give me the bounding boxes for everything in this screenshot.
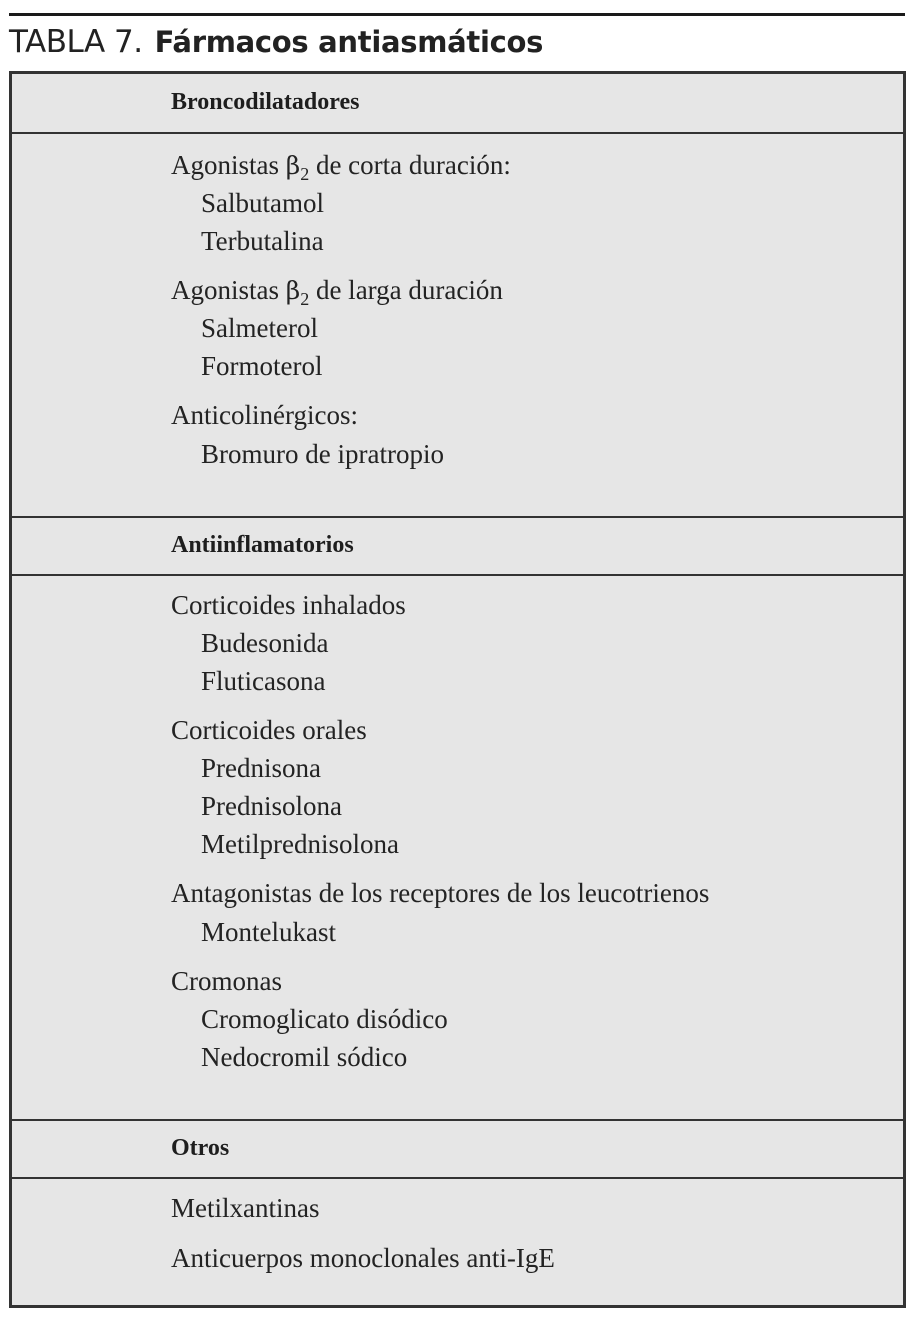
drug-item: Terbutalina (201, 226, 324, 256)
table-number: TABLA 7. (9, 24, 143, 60)
category-label: Metilxantinas (171, 1193, 320, 1223)
section-header-broncodilatadores (12, 74, 903, 134)
drug-item: Fluticasona (201, 666, 326, 696)
drug-item: Cromoglicato disódico (201, 1004, 448, 1034)
drug-item: Nedocromil sódico (201, 1042, 408, 1072)
drug-item: Prednisolona (201, 791, 342, 821)
section-header-otros (12, 1119, 903, 1179)
table-title (9, 16, 543, 68)
drug-item: Formoterol (201, 351, 323, 381)
drug-table (9, 71, 906, 1308)
drug-item: Salmeterol (201, 313, 318, 343)
section-header-label: Otros (171, 1135, 230, 1161)
drug-item: Metilprednisolona (201, 829, 399, 859)
drug-item: Salbutamol (201, 188, 324, 218)
category-label: Agonistas $\beta_2$ de larga duración (171, 275, 503, 309)
category-label: Cromonas (171, 966, 282, 996)
category-label: Antagonistas de los receptores de los leucotrienos (171, 878, 710, 908)
category-label: Corticoides orales (171, 715, 367, 745)
category-label: Corticoides inhalados (171, 590, 406, 620)
category-label: Anticolinérgicos: (171, 400, 358, 430)
section-header-label: Antiinflamatorios (171, 532, 354, 558)
section-header-antiinflamatorios (12, 516, 903, 576)
drug-item: Bromuro de ipratropio (201, 439, 444, 469)
category-label: Agonistas $\beta_2$ de corta duración: (171, 150, 511, 184)
table-name: Fármacos antiasmáticos (154, 25, 544, 59)
drug-item: Prednisona (201, 753, 321, 783)
drug-item: Montelukast (201, 917, 336, 947)
drug-item: Budesonida (201, 628, 329, 658)
section-header-label: Broncodilatadores (171, 89, 360, 115)
category-label: Anticuerpos monoclonales anti-IgE (171, 1243, 555, 1273)
